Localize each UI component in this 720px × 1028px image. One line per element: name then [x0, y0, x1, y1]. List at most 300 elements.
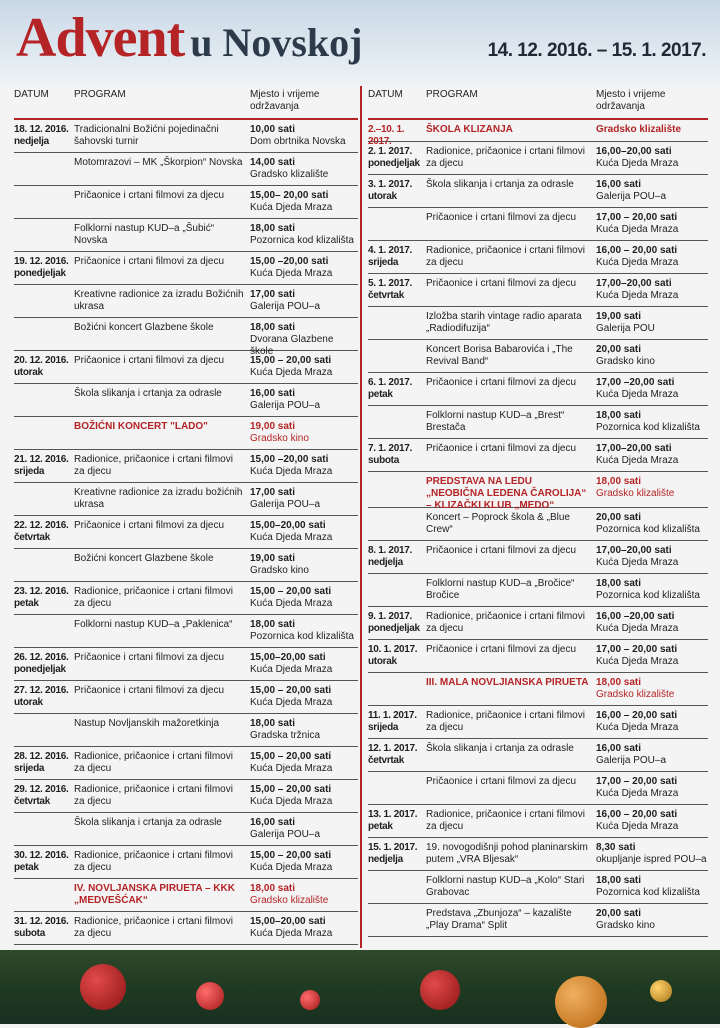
row-place-time — [250, 619, 358, 647]
row-time: 16,00 sati — [596, 743, 642, 754]
row-place: Galerija POU–a — [250, 400, 321, 411]
row-program: Folklorni nastup KUD–a „Paklenica“ — [74, 619, 233, 630]
row-place: Kuća Djeda Mraza — [596, 224, 679, 235]
row-time: 17,00–20,00 sati — [596, 278, 672, 289]
column-header-program: PROGRAM — [426, 89, 478, 100]
row-time: 16,00 – 20,00 sati — [596, 245, 678, 256]
table-row — [14, 681, 358, 714]
table-row — [14, 252, 358, 285]
column-header-place-time: Mjesto i vrijeme održavanja — [250, 89, 320, 112]
row-time: 18,00 sati — [596, 578, 642, 589]
row-place-time — [250, 850, 358, 878]
event-date-range: 14. 12. 2016. – 15. 1. 2017. — [487, 40, 706, 61]
row-place-time — [250, 718, 358, 746]
row-place-time — [596, 410, 708, 438]
ornament-icon — [300, 990, 320, 1010]
row-place: Kuća Djeda Mraza — [250, 466, 333, 477]
title-advent: Advent — [16, 7, 185, 69]
row-place-time — [596, 344, 708, 372]
row-place-time — [250, 784, 358, 812]
row-program: Kreativne radionice za izradu Božićnih ukrasa — [74, 289, 244, 312]
row-date: 3. 1. 2017. utorak — [368, 179, 412, 202]
row-time: 18,00 sati — [596, 875, 642, 886]
schedule-rows-left — [14, 120, 358, 945]
row-place-time — [596, 743, 708, 771]
row-place-time — [250, 586, 358, 614]
row-date: 7. 1. 2017. subota — [368, 443, 412, 466]
row-place-time — [250, 652, 358, 680]
row-place-time — [596, 545, 708, 573]
row-time: 16,00 –20,00 sati — [596, 611, 675, 622]
row-program: Koncert – Poprock škola & „Blue Crew“ — [426, 512, 570, 535]
row-time: 15,00–20,00 sati — [250, 916, 326, 927]
row-place: Kuća Djeda Mraza — [596, 557, 679, 568]
row-time: 16,00 sati — [250, 817, 296, 828]
row-time: 17,00 –20,00 sati — [596, 377, 675, 388]
table-row — [14, 780, 358, 813]
table-row — [368, 120, 708, 147]
row-date: 23. 12. 2016. petak — [14, 586, 69, 609]
table-row — [14, 318, 358, 357]
table-row — [14, 153, 358, 186]
row-program: Tradicionalni Božićni pojedinačni šahovski turnir — [74, 124, 219, 147]
row-place-time — [596, 512, 708, 540]
ornament-icon — [196, 982, 224, 1010]
table-row — [368, 439, 708, 472]
ornament-icon — [420, 970, 460, 1010]
row-date: 4. 1. 2017. srijeda — [368, 245, 412, 268]
row-place: Gradsko klizalište — [596, 689, 675, 700]
row-program: Škola slikanja i crtanja za odrasle — [426, 179, 574, 190]
row-program: Radionice, pričaonice i crtani filmovi za djecu — [74, 916, 233, 939]
row-place-time — [596, 245, 708, 273]
row-place-time — [250, 223, 358, 251]
table-header — [368, 86, 708, 120]
row-place: Kuća Djeda Mraza — [596, 821, 679, 832]
table-row — [14, 648, 358, 681]
row-place-time — [250, 157, 358, 185]
row-place-time — [596, 677, 708, 705]
row-time: 15,00 –20,00 sati — [250, 454, 329, 465]
row-place-time — [596, 146, 708, 174]
row-place: Gradsko kino — [596, 356, 655, 367]
row-time: 17,00–20,00 sati — [596, 545, 672, 556]
row-place-time — [596, 842, 708, 870]
row-place: Kuća Djeda Mraza — [596, 158, 679, 169]
table-row — [14, 285, 358, 318]
row-program: Folklorni nastup KUD–a „Kolo“ Stari Grabovac — [426, 875, 585, 898]
row-date: 29. 12. 2016. četvrtak — [14, 784, 69, 807]
table-row — [14, 714, 358, 747]
row-date: 2.–10. 1. 2017. — [368, 124, 405, 147]
row-place-time — [250, 289, 358, 317]
row-program: Škola slikanja i crtanja za odrasle — [426, 743, 574, 754]
table-row — [368, 241, 708, 274]
row-program: Koncert Borisa Babarovića i „The Revival Band“ — [426, 344, 573, 367]
row-place-time — [596, 311, 708, 339]
ornament-icon — [650, 980, 672, 1002]
table-row — [14, 483, 358, 516]
row-place-time — [596, 212, 708, 240]
row-date: 19. 12. 2016. ponedjeljak — [14, 256, 69, 279]
row-time: 15,00 – 20,00 sati — [250, 586, 332, 597]
row-place-time — [250, 355, 358, 383]
row-place: Galerija POU–a — [250, 499, 321, 510]
row-program: III. MALA NOVLJIANSKA PIRUETA — [426, 677, 589, 688]
row-time: 16,00 sati — [250, 388, 296, 399]
row-program: Pričaonice i crtani filmovi za djecu — [426, 278, 577, 289]
row-program: Pričaonice i crtani filmovi za djecu — [74, 256, 225, 267]
row-place-time — [596, 179, 708, 207]
row-program: 19. novogodišnji pohod planinarskim putem „VRA Bljesak“ — [426, 842, 588, 865]
row-program: Radionice, pričaonice i crtani filmovi za djecu — [426, 710, 585, 733]
row-program: Pričaonice i crtani filmovi za djecu — [426, 545, 577, 556]
table-row — [368, 706, 708, 739]
table-row — [14, 615, 358, 648]
table-row — [368, 175, 708, 208]
column-header-date: DATUM — [368, 89, 403, 100]
row-place: Pozornica kod klizališta — [596, 590, 700, 601]
title-location: u Novskoj — [190, 20, 363, 65]
table-row — [14, 549, 358, 582]
table-row — [14, 879, 358, 912]
ornament-icon — [555, 976, 607, 1028]
table-row — [14, 120, 358, 153]
table-row — [368, 541, 708, 574]
row-program: Pričaonice i crtani filmovi za djecu — [74, 190, 225, 201]
schedule-december — [14, 86, 358, 945]
row-place: Kuća Djeda Mraza — [250, 697, 333, 708]
row-place-time — [250, 751, 358, 779]
column-divider — [360, 86, 362, 948]
row-program: Božićni koncert Glazbene škole — [74, 322, 214, 333]
row-place: Kuća Djeda Mraza — [596, 656, 679, 667]
row-place: Galerija POU–a — [596, 755, 667, 766]
row-place: Pozornica kod klizališta — [250, 631, 354, 642]
table-row — [368, 904, 708, 937]
row-time: 16,00 – 20,00 sati — [596, 809, 678, 820]
table-row — [14, 351, 358, 384]
row-time: 14,00 sati — [250, 157, 296, 168]
row-time: 20,00 sati — [596, 908, 642, 919]
row-time: 8,30 sati — [596, 842, 636, 853]
table-row — [368, 307, 708, 340]
table-row — [368, 406, 708, 439]
row-program: Škola slikanja i crtanja za odrasle — [74, 388, 222, 399]
row-time: 18,00 sati — [596, 410, 642, 421]
table-row — [14, 417, 358, 450]
row-place: Kuća Djeda Mraza — [250, 268, 333, 279]
row-place: Kuća Djeda Mraza — [250, 664, 333, 675]
row-date: 21. 12. 2016. srijeda — [14, 454, 69, 477]
row-time: 16,00–20,00 sati — [596, 146, 672, 157]
table-row — [368, 640, 708, 673]
table-row — [14, 582, 358, 615]
column-header-program: PROGRAM — [74, 89, 126, 100]
schedule-january — [368, 86, 708, 937]
row-date: 11. 1. 2017. srijeda — [368, 710, 417, 733]
row-program: Pričaonice i crtani filmovi za djecu — [74, 685, 225, 696]
row-time: 20,00 sati — [596, 344, 642, 355]
table-row — [368, 208, 708, 241]
row-time: 18,00 sati — [596, 677, 642, 688]
row-place: Kuća Djeda Mraza — [250, 796, 333, 807]
row-time: 15,00–20,00 sati — [250, 520, 326, 531]
table-row — [14, 846, 358, 879]
row-place-time — [596, 377, 708, 405]
row-program: Radionice, pričaonice i crtani filmovi za djecu — [74, 850, 233, 873]
row-time: 10,00 sati — [250, 124, 296, 135]
row-place-time — [596, 710, 708, 738]
row-place-time — [250, 454, 358, 482]
row-place: Kuća Djeda Mraza — [596, 290, 679, 301]
table-row — [368, 871, 708, 904]
row-date: 12. 1. 2017. četvrtak — [368, 743, 418, 766]
row-place: Kuća Djeda Mraza — [596, 788, 679, 799]
row-place: Kuća Djeda Mraza — [596, 389, 679, 400]
row-place: Kuća Djeda Mraza — [596, 722, 679, 733]
row-place: Kuća Djeda Mraza — [250, 532, 333, 543]
row-place-time — [250, 817, 358, 845]
row-date: 5. 1. 2017. četvrtak — [368, 278, 412, 301]
row-place: Gradsko kino — [250, 565, 309, 576]
row-place-time — [250, 322, 358, 357]
row-place-time — [596, 476, 708, 507]
table-row — [14, 912, 358, 945]
row-program: Kreativne radionice za izradu božićnih ukrasa — [74, 487, 243, 510]
row-time: 19,00 sati — [596, 311, 642, 322]
row-program: Pričaonice i crtani filmovi za djecu — [426, 443, 577, 454]
table-row — [14, 450, 358, 483]
row-time: 19,00 sati — [250, 421, 296, 432]
row-date: 31. 12. 2016. subota — [14, 916, 69, 939]
row-place: Pozornica kod klizališta — [596, 887, 700, 898]
table-row — [14, 384, 358, 417]
row-place: Galerija POU–a — [596, 191, 667, 202]
row-place-time — [250, 487, 358, 515]
row-program: Božićni koncert Glazbene škole — [74, 553, 214, 564]
table-header — [14, 86, 358, 120]
row-time: 17,00 – 20,00 sati — [596, 776, 678, 787]
row-time: 15,00 – 20,00 sati — [250, 355, 332, 366]
table-row — [14, 516, 358, 549]
row-program: BOŽIĆNI KONCERT "LADO" — [74, 421, 208, 432]
table-row — [368, 340, 708, 373]
row-date: 2. 1. 2017. ponedjeljak — [368, 146, 420, 169]
row-time: 18,00 sati — [250, 718, 296, 729]
row-place-time — [596, 278, 708, 306]
table-row — [368, 508, 708, 541]
row-place: Dvorana Glazbene škole — [250, 334, 334, 357]
row-time: 15,00 – 20,00 sati — [250, 850, 332, 861]
row-program: Pričaonice i crtani filmovi za djecu — [74, 520, 225, 531]
row-program: Radionice, pričaonice i crtani filmovi za djecu — [74, 751, 233, 774]
row-time: 15,00 –20,00 sati — [250, 256, 329, 267]
row-place-time — [250, 685, 358, 713]
row-program: Radionice, pričaonice i crtani filmovi za djecu — [74, 586, 233, 609]
row-program: Radionice, pričaonice i crtani filmovi za djecu — [74, 784, 233, 807]
row-place-time — [596, 644, 708, 672]
row-place: Dom obrtnika Novska — [250, 136, 346, 147]
row-program: Pričaonice i crtani filmovi za djecu — [426, 776, 577, 787]
row-time: 16,00 – 20,00 sati — [596, 710, 678, 721]
row-program: Radionice, pričaonice i crtani filmovi za djecu — [426, 611, 585, 634]
row-place: Galerija POU — [596, 323, 655, 334]
row-place-time — [596, 578, 708, 606]
row-program: ŠKOLA KLIZANJA — [426, 124, 513, 135]
row-place: Kuća Djeda Mraza — [596, 257, 679, 268]
table-row — [368, 805, 708, 838]
row-program: Pričaonice i crtani filmovi za djecu — [426, 644, 577, 655]
table-row — [368, 274, 708, 307]
column-header-date: DATUM — [14, 89, 49, 100]
row-place-time — [596, 776, 708, 804]
table-row — [368, 373, 708, 406]
page-title — [16, 6, 363, 82]
row-place: Kuća Djeda Mraza — [250, 202, 333, 213]
ornament-icon — [80, 964, 126, 1010]
row-place: Gradsko klizalište — [596, 488, 675, 499]
column-header-place-time: Mjesto i vrijeme održavanja — [596, 89, 666, 112]
table-row — [368, 673, 708, 706]
row-place: Gradsko kino — [250, 433, 309, 444]
row-place-time — [596, 611, 708, 639]
row-date: 20. 12. 2016. utorak — [14, 355, 69, 378]
row-place-time — [596, 809, 708, 837]
row-time: 15,00 – 20,00 sati — [250, 784, 332, 795]
row-program: Radionice, pričaonice i crtani filmovi za djecu — [426, 245, 585, 268]
christmas-decoration-footer — [0, 950, 720, 1024]
row-place: Kuća Djeda Mraza — [250, 862, 333, 873]
row-date: 6. 1. 2017. petak — [368, 377, 412, 400]
table-row — [368, 607, 708, 640]
table-row — [368, 739, 708, 772]
row-program: Škola slikanja i crtanja za odrasle — [74, 817, 222, 828]
row-time: 15,00–20,00 sati — [250, 652, 326, 663]
row-date: 15. 1. 2017. nedjelja — [368, 842, 418, 865]
row-date: 26. 12. 2016. ponedjeljak — [14, 652, 69, 675]
row-date: 27. 12. 2016. utorak — [14, 685, 69, 708]
row-program: Pričaonice i crtani filmovi za djecu — [426, 212, 577, 223]
row-place: Kuća Djeda Mraza — [596, 623, 679, 634]
row-time: 18,00 sati — [596, 476, 642, 487]
row-place: Pozornica kod klizališta — [596, 422, 700, 433]
row-place-time — [596, 875, 708, 903]
row-program: Radionice, pričaonice i crtani filmovi za djecu — [426, 146, 585, 169]
row-program: IV. NOVLJANSKA PIRUETA – KKK „MEDVEŠĆAK“ — [74, 883, 235, 906]
header-banner — [0, 0, 720, 86]
row-time: 17,00 – 20,00 sati — [596, 644, 678, 655]
row-time: 19,00 sati — [250, 553, 296, 564]
row-place-time — [250, 190, 358, 218]
row-time: 20,00 sati — [596, 512, 642, 523]
row-place-time — [250, 916, 358, 944]
table-row — [368, 838, 708, 871]
row-place: Kuća Djeda Mraza — [596, 455, 679, 466]
row-time: 15,00 – 20,00 sati — [250, 751, 332, 762]
row-program: PREDSTAVA NA LEDU „NEOBIČNA LEDENA ČAROLIJA“ – KLIZAČKI KLUB „MEDO“ — [426, 476, 587, 511]
row-program: Pričaonice i crtani filmovi za djecu — [74, 355, 225, 366]
row-place: Kuća Djeda Mraza — [250, 928, 333, 939]
row-time: 18,00 sati — [250, 322, 296, 333]
row-time: 17,00 – 20,00 sati — [596, 212, 678, 223]
row-date: 30. 12. 2016. petak — [14, 850, 69, 873]
row-program: Predstava „Zbunjoza“ – kazalište „Play Drama“ Split — [426, 908, 572, 931]
row-place-time — [250, 553, 358, 581]
row-time: 18,00 sati — [250, 619, 296, 630]
table-row — [368, 142, 708, 175]
row-place-time — [250, 124, 358, 152]
row-time: 18,00 sati — [250, 883, 296, 894]
row-program: Motomrazovi – MK „Škorpion“ Novska — [74, 157, 243, 168]
row-date: 9. 1. 2017. ponedjeljak — [368, 611, 420, 634]
row-place: okupljanje ispred POU–a — [596, 854, 707, 865]
row-time: 15,00– 20,00 sati — [250, 190, 329, 201]
row-place-time — [250, 256, 358, 284]
row-program: Izložba starih vintage radio aparata „Radiodifuzija“ — [426, 311, 582, 334]
row-time: 17,00 sati — [250, 487, 296, 498]
row-program: Pričaonice i crtani filmovi za djecu — [74, 652, 225, 663]
row-program: Folklorni nastup KUD–a „Šubić“ Novska — [74, 223, 215, 246]
row-place: Kuća Djeda Mraza — [250, 598, 333, 609]
row-place: Gradsko kino — [596, 920, 655, 931]
row-program: Nastup Novljanskih mažoretkinja — [74, 718, 220, 729]
table-row — [368, 772, 708, 805]
row-place: Pozornica kod klizališta — [596, 524, 700, 535]
row-place: Kuća Djeda Mraza — [250, 367, 333, 378]
row-program: Pričaonice i crtani filmovi za djecu — [426, 377, 577, 388]
row-program: Folklorni nastup KUD–a „Bročice“ Bročice — [426, 578, 575, 601]
row-time: 17,00–20,00 sati — [596, 443, 672, 454]
row-place: Kuća Djeda Mraza — [250, 763, 333, 774]
row-date: 13. 1. 2017. petak — [368, 809, 418, 832]
row-place-time — [250, 388, 358, 416]
row-time: 16,00 sati — [596, 179, 642, 190]
row-place-time — [596, 443, 708, 471]
row-time: 15,00 – 20,00 sati — [250, 685, 332, 696]
table-row — [14, 186, 358, 219]
row-date: 22. 12. 2016. četvrtak — [14, 520, 69, 543]
row-place: Gradska tržnica — [250, 730, 321, 741]
row-place: Gradsko klizalište — [250, 895, 329, 906]
row-time: 17,00 sati — [250, 289, 296, 300]
row-place-time — [250, 520, 358, 548]
row-place-time — [596, 124, 708, 141]
row-date: 10. 1. 2017. utorak — [368, 644, 418, 667]
row-place: Gradsko klizalište — [250, 169, 329, 180]
row-place-time — [596, 908, 708, 936]
row-place-time — [250, 883, 358, 911]
schedule-rows-right — [368, 120, 708, 937]
table-row — [368, 574, 708, 607]
row-program: Radionice, pričaonice i crtani filmovi za djecu — [426, 809, 585, 832]
row-date: 28. 12. 2016. srijeda — [14, 751, 69, 774]
table-row — [14, 747, 358, 780]
table-row — [14, 813, 358, 846]
row-place: Galerija POU–a — [250, 301, 321, 312]
row-time: Gradsko klizalište — [596, 124, 682, 135]
row-program: Folklorni nastup KUD–a „Brest“ Brestača — [426, 410, 565, 433]
row-place-time — [250, 421, 358, 449]
table-row — [14, 219, 358, 252]
row-program: Radionice, pričaonice i crtani filmovi za djecu — [74, 454, 233, 477]
row-place: Pozornica kod klizališta — [250, 235, 354, 246]
row-time: 18,00 sati — [250, 223, 296, 234]
row-date: 18. 12. 2016. nedjelja — [14, 124, 69, 147]
row-place: Galerija POU–a — [250, 829, 321, 840]
table-row — [368, 472, 708, 511]
row-date: 8. 1. 2017. nedjelja — [368, 545, 412, 568]
